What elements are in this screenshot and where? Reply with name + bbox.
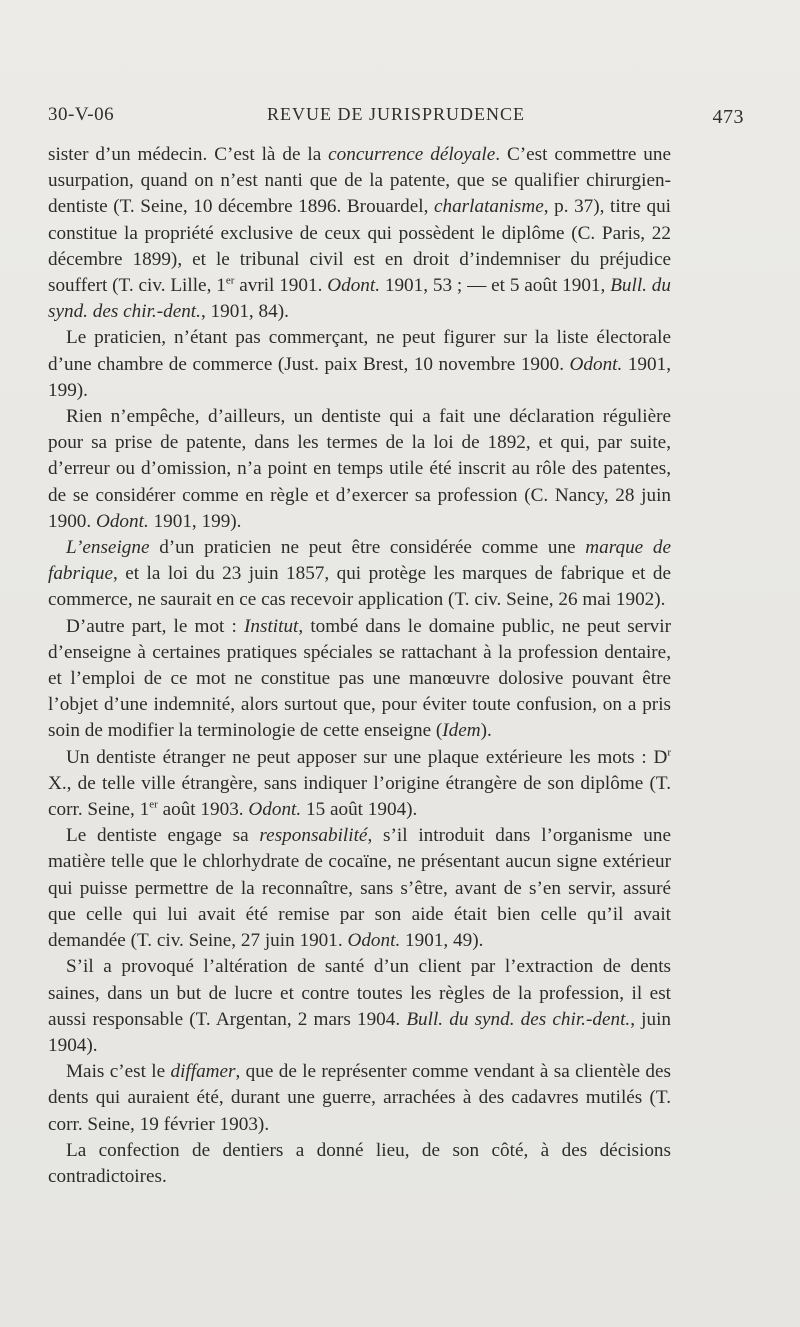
paragraph [48, 404, 671, 535]
text-run: 1901, 49). [400, 930, 484, 952]
text-run: , s’il introduit dans l’organisme une matière telle que le chlorhydrate de cocaïne, ne présentant aucun signe extérieur qui puisse permettre de la reconnaître, sans s’être, avant de s’en servir, assuré que celle qui lui avait été remise par son aide était bien celle qu’il avait demandée (T. civ. Seine, 27 juin 1901. [48, 825, 671, 952]
text-run: . C’est commettre une usurpation, quand on n’est nanti que de la patente, que se qualifier chirurgien-dentiste (T. Seine, 10 décembre 1896. Brouardel, [48, 144, 672, 218]
text-run: S’il a provoqué l’altération de santé d’un client par l’extraction de dents saines, dans un but de lucre et contre toutes les règles de la profession, il est aussi responsable (T. Argentan, 2 mars 1904. [48, 956, 671, 1030]
text-run: , tombé dans le domaine public, ne peut servir d’enseigne à certaines pratiques spéciales se rattachant à la profession dentaire, et l’emploi de ce mot ne constitue pas une manœuvre dolosive pouvant être l’objet d’une indemnité, alors surtout que, pour éviter toute confusion, on a pris soin de modifier la terminologie de cette enseigne ( [48, 615, 671, 742]
running-header [48, 104, 744, 132]
page-number: 473 [712, 106, 744, 128]
text-run: 1901, 199). [148, 510, 242, 532]
paragraph [48, 745, 671, 824]
body-text [48, 142, 671, 1190]
text-run: 1901, 53 ; — et 5 août 1901, [380, 275, 611, 297]
italic-text: Odont. [327, 275, 381, 297]
italic-text: responsabilité [259, 825, 368, 847]
paragraph [48, 535, 671, 614]
italic-text: Odont. [569, 353, 623, 375]
superscript: er [149, 798, 158, 811]
superscript: r [667, 746, 671, 759]
text-run: août 1903. [157, 799, 249, 821]
paragraph [48, 325, 671, 404]
text-run: X., de telle ville étrangère, sans indiquer l’origine étrangère de son diplôme (T. corr. Seine, 1 [48, 772, 671, 821]
text-run: d’un praticien ne peut être considérée comme une [149, 537, 586, 559]
text-run: Un dentiste étranger ne peut apposer sur une plaque extérieure les mots : D [66, 746, 668, 768]
italic-text: Bull. du synd. des chir.-dent. [48, 275, 671, 323]
italic-text: Odont. [95, 510, 149, 532]
paragraph [48, 1059, 671, 1138]
paragraph [48, 954, 671, 1059]
paragraph [48, 614, 671, 745]
text-run: , 1901, 84). [200, 301, 289, 323]
italic-text: Idem [442, 720, 481, 742]
superscript: er [225, 274, 235, 287]
paragraph [48, 1138, 671, 1190]
paragraph [48, 142, 671, 325]
header-date: 30-V-06 [48, 104, 115, 125]
text-run: 15 août 1904). [301, 799, 418, 821]
text-run: avril 1901. [234, 275, 328, 297]
italic-text: Institut [244, 615, 299, 637]
text-run: Rien n’empêche, d’ailleurs, un dentiste qui a fait une déclaration régulière pour sa prise de patente, dans les termes de la loi de 1892, et qui, par suite, d’erreur ou d’omission, n’a point en temps utile été inscrit au rôle des patentes, de se considérer comme en règle et d’exercer sa profession (C. Nancy, 28 juin 1900. [48, 406, 671, 532]
text-run: Le praticien, n’étant pas commerçant, ne peut figurer sur la liste électorale d’une chambre de commerce (Just. paix Brest, 10 novembre 1900. [48, 327, 671, 375]
italic-text: L’enseigne [66, 537, 150, 559]
text-run: Le dentiste engage sa [66, 825, 260, 847]
text-run: La confection de dentiers a donné lieu, de son côté, à des décisions contradictoires. [48, 1139, 671, 1187]
text-run: , que de le représenter comme vendant à sa clientèle des dents qui auraient été, durant une guerre, arrachées à des cadavres mutilés (T. corr. Seine, 19 février 1903). [48, 1061, 671, 1135]
text-run: 1901, 199). [48, 353, 671, 401]
header-title: REVUE DE JURISPRUDENCE [266, 104, 525, 124]
italic-text: marque de fabrique [48, 537, 671, 585]
text-run: Mais c’est le [66, 1061, 171, 1083]
italic-text: diffamer [170, 1061, 236, 1083]
text-run: , p. 37), titre qui constitue la propriété exclusive de ceux qui possèdent le diplôme (C. Paris, 22 décembre 1899), et le tribunal civil est en droit d’indemniser du préjudice souffert (T. civ. Lille, 1 [48, 196, 671, 297]
italic-text: Odont. [248, 799, 302, 821]
italic-text: Bull. du synd. des chir.-dent. [406, 1008, 631, 1030]
text-run: ). [480, 720, 492, 742]
text-run: sister d’un médecin. C’est là de la [48, 144, 329, 165]
italic-text: Odont. [347, 930, 401, 952]
italic-text: charlatanisme [433, 196, 544, 218]
italic-text: concurrence déloyale [328, 144, 496, 165]
text-run: , juin 1904). [48, 1008, 671, 1056]
paragraph [48, 823, 671, 954]
text-run: D’autre part, le mot : [66, 615, 244, 637]
text-run: , et la loi du 23 juin 1857, qui protège les marques de fabrique et de commerce, ne saurait en ce cas recevoir application (T. civ. Seine, 26 mai 1902). [48, 563, 671, 611]
